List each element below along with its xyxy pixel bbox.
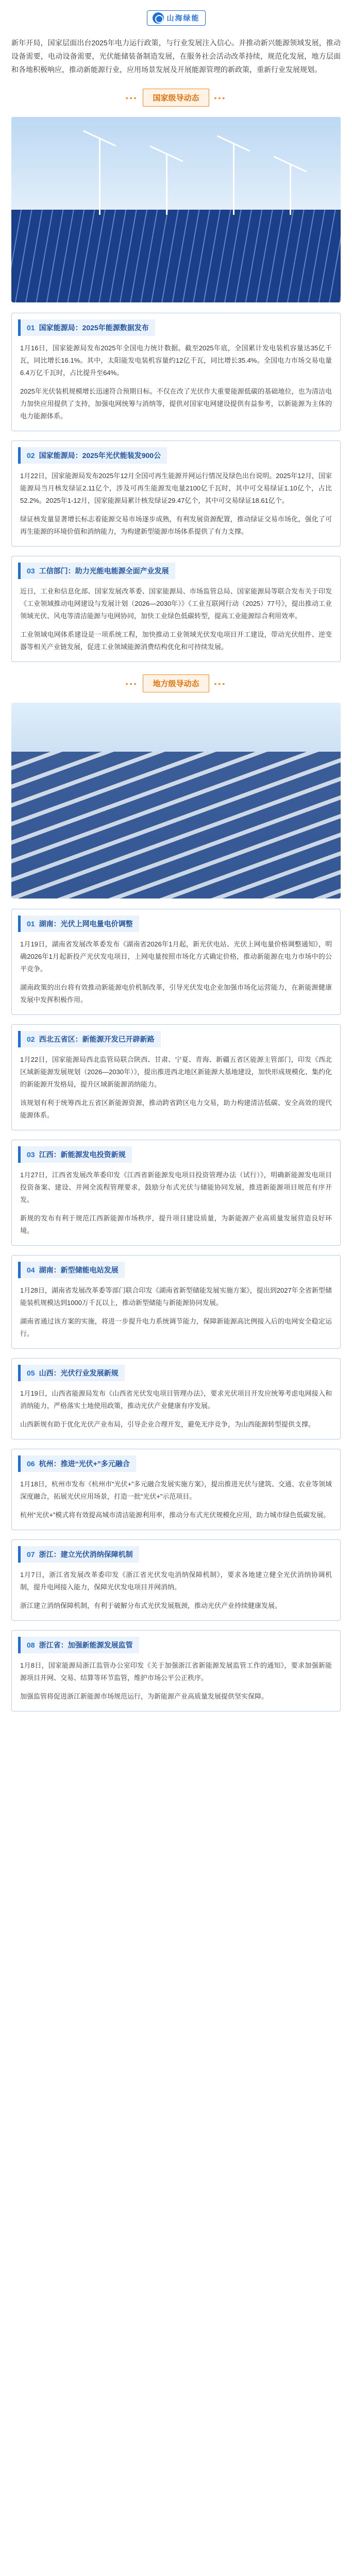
logo-text: 山海绿能 <box>166 14 200 22</box>
wind-turbine-icon <box>99 138 100 215</box>
news-card-number: 03 <box>27 567 35 575</box>
section-title-national <box>0 89 352 107</box>
section-title-text: 地方级导动态 <box>143 674 209 692</box>
news-card-paragraph: 湖南政策的出台将有效推动新能源电价机制改革，引导光伏发电企业加强市场化运营能力，在新能源健康发展中发挥积极作用。 <box>20 984 332 1004</box>
national-news-list <box>0 313 352 662</box>
news-card-number: 01 <box>27 920 35 928</box>
news-card <box>11 1539 341 1621</box>
news-card-paragraph: 浙江建立消纳保障机制，有利于破解分布式光伏发展瓶颈，推动光伏产业持续健康发展。 <box>20 1602 282 1609</box>
section-title-text: 国家级导动态 <box>143 89 209 107</box>
news-card-title: 浙江省：加强新能源发展监管 <box>39 1641 133 1649</box>
news-card-paragraph: 该规划有利于统筹西北五省区新能源资源，推动跨省跨区电力交易，助力构建清洁低碳、安全高效的现代能源体系。 <box>20 1099 332 1119</box>
news-card-paragraph: 1月8日，国家能源局浙江监管办公室印发《关于加强浙江省新能源发展监管工作的通知》，要求加强新能源项目并网、交易、结算等环节监管，维护市场公平公正秩序。 <box>20 1662 332 1682</box>
news-card <box>11 1630 341 1711</box>
news-card <box>11 1358 341 1439</box>
wind-turbine-icon <box>290 163 291 215</box>
news-card-header <box>18 916 139 932</box>
news-card-title: 国家能源局：2025年光伏能装发900公 <box>39 451 161 460</box>
news-card-paragraph: 新规的发布有利于规范江西新能源市场秩序，提升项目建设质量，为新能源产业高质量发展营造良好环境。 <box>20 1214 332 1234</box>
news-card-number: 01 <box>27 324 35 332</box>
news-card <box>11 909 341 1015</box>
decor-dots: ••• <box>214 93 227 102</box>
news-card-header <box>18 447 167 464</box>
news-card <box>11 1024 341 1130</box>
news-card-paragraph: 工业领域电网体系建设是一项系统工程，加快推动工业领域光伏发电项目开工建设，带动光伏组件、逆变器等相关产业链发展，促进工业领域能源消费结构优化和可持续发展。 <box>20 631 332 651</box>
news-card <box>11 1255 341 1349</box>
news-card-number: 02 <box>27 451 35 460</box>
photo-solar-field <box>11 210 341 302</box>
news-card-number: 04 <box>27 1266 35 1274</box>
section-title-local <box>0 674 352 692</box>
news-card-title: 江西：新能源发电投资新规 <box>39 1150 126 1159</box>
news-card <box>11 1449 341 1530</box>
news-card-paragraph: 1月22日，国家能源局发布2025年12月全国可再生能源并网运行情况及绿色出台说明。2025年12月，国家能源局当月核发绿证2.11亿个，涉及可再生能源发电量2100亿千瓦时，其中可交易绿证1.10亿个，占比52.2%。2025年1-12月，国家能源局累计核发绿证29.47亿个，其中可交易绿证18.61亿个。 <box>20 472 332 504</box>
header-logo-area <box>0 0 352 36</box>
news-card-paragraph: 杭州“光伏+”模式将有效提高城市清洁能源利用率，推动分布式光伏规模化应用，助力城市绿色低碳发展。 <box>20 1511 330 1519</box>
local-news-list <box>0 909 352 1711</box>
photo-rooftops <box>11 752 341 899</box>
news-card-number: 05 <box>27 1369 35 1377</box>
news-card-title: 浙江：建立光伏消纳保障机制 <box>39 1550 133 1558</box>
news-card-paragraph: 1月16日，国家能源局发布2025年全国电力统计数据。截至2025年底，全国累计发电装机容量达35亿千瓦，同比增长16.1%。其中，太阳能发电装机容量约12亿千瓦，同比增长35.4%。全国电力市场交易电量6.4万亿千瓦时，占比提升至64%。 <box>20 344 332 377</box>
news-card-header <box>18 1031 161 1047</box>
news-card-header <box>18 1146 132 1163</box>
news-card-paragraph: 2025年光伏装机规模增长迅速符合预期目标。不仅在改了光伏作大重要能源低碳的基础地位，也为清洁电力加快应用提供了支持，加强电网统筹与消纳等，提供对国家电网建设提供有益参考，以新能源为主体的电力能源体系。 <box>20 387 332 420</box>
news-card-header <box>18 319 155 336</box>
news-card-paragraph: 1月18日，杭州市发布《杭州市“光伏+”多元融合发展实施方案》，提出推进光伏与建筑、交通、农业等领域深度融合，拓展光伏应用场景，打造一批“光伏+”示范项目。 <box>20 1480 332 1500</box>
news-card-paragraph: 近日，工业和信息化部、国家发展改革委、国家能源局、市场监管总局、国家能源局等联合发布关于印发《工业领域推动电网建设与发展计划（2026—2030年）》《工业互联网行动（2025）77号》，提出推动工业领域光伏、风电等清洁能源与电网协同，加快工业绿色低碳转型，提高工业能源综合利用效率。 <box>20 587 332 620</box>
news-card-title: 国家能源局：2025年能源数据发布 <box>39 324 149 332</box>
news-card-title: 山西：光伏行业发展新规 <box>39 1369 119 1377</box>
rooftop-solar-photo <box>11 703 341 899</box>
news-card-number: 02 <box>27 1035 35 1043</box>
news-card-header <box>18 1546 139 1563</box>
news-card-title: 工信部门：助力光能电能源全面产业发展 <box>39 567 169 575</box>
news-card-paragraph: 山西新规有助于优化光伏产业布局，引导企业合理开发，避免无序竞争，为山西能源转型提供支撑。 <box>20 1420 315 1428</box>
intro-paragraph: 新年开局，国家层面出台2025年电力运行政策，与行业发展注入信心。并推动新兴能源领域发展，推动设备需要，电动设备需要，光伏能储装备制造发展，在服务社会活动改革持续，规范化发展，地方层面和各地积极响应，推动新能源行业，应用场景发展及开展能源管理的新政策，重新行业发展规划。 <box>11 39 341 74</box>
logo-icon <box>153 12 164 24</box>
news-card <box>11 440 341 547</box>
news-card-paragraph: 1月19日，山西省能源局发布《山西省光伏发电项目管理办法》，要求光伏项目开发应统筹考虑电网接入和消纳能力，严格落实土地使用政策，推动光伏产业健康有序发展。 <box>20 1389 332 1410</box>
news-card-title: 湖南：新型储能电站发展 <box>39 1266 119 1274</box>
decor-dots: ••• <box>125 679 138 688</box>
brand-logo[interactable] <box>147 10 206 26</box>
wind-turbine-icon <box>166 153 167 215</box>
news-card-paragraph: 1月27日，江西省发展改革委印发《江西省新能源发电项目投资管理办法（试行）》，明确新能源发电项目投资备案、建设、并网全流程管理要求，鼓励分布式光伏与储能协同发展，推进新能源项目规范有序开发。 <box>20 1171 332 1204</box>
news-card-number: 08 <box>27 1641 35 1649</box>
news-card <box>11 313 341 431</box>
decor-dots: ••• <box>125 93 138 102</box>
news-card-header <box>18 1455 136 1472</box>
wind-turbine-icon <box>233 143 234 215</box>
news-card-title: 西北五省区：新能源开发已开辟新路 <box>39 1035 155 1043</box>
news-card-title: 杭州：推进“光伏+”多元融合 <box>39 1460 130 1468</box>
decor-dots: ••• <box>214 679 227 688</box>
news-card-paragraph: 加强监管将促进浙江新能源市场规范运行，为新能源产业高质量发展提供坚实保障。 <box>20 1692 269 1700</box>
news-card-header <box>18 563 175 579</box>
news-card-number: 06 <box>27 1460 35 1468</box>
news-card-paragraph: 1月7日，浙江省发展改革委印发《浙江省光伏发电消纳保障机制》，要求各地建立健全光伏消纳协调机制，提升电网接入能力，保障光伏发电项目并网消纳。 <box>20 1571 332 1591</box>
news-card-header <box>18 1637 139 1653</box>
news-card-header <box>18 1365 125 1381</box>
news-card-number: 07 <box>27 1550 35 1558</box>
wind-solar-photo <box>11 117 341 302</box>
photo-sky <box>11 117 341 219</box>
news-card-paragraph: 湖南省通过该方案的实施，将进一步提升电力系统调节能力，保障新能源高比例接入后的电网安全稳定运行。 <box>20 1317 332 1337</box>
news-card-paragraph: 1月22日，国家能源局西北监管局联合陕西、甘肃、宁夏、青海、新疆五省区能源主管部门，印发《西北区域新能源发展规划（2026—2030年）》，提出推进西北地区新能源大基地建设，加快形成规模化、集约化的新能源开发格局，提升区域新能源消纳能力。 <box>20 1056 332 1088</box>
news-card <box>11 1140 341 1246</box>
news-card-number: 03 <box>27 1150 35 1159</box>
news-card-header <box>18 1262 125 1278</box>
news-card <box>11 556 341 662</box>
news-card-paragraph: 1月28日，湖南省发展改革委等部门联合印发《湖南省新型储能发展实施方案》，提出到2027年全省新型储能装机规模达到1000万千瓦以上，推动新型储能与新能源协同发展。 <box>20 1286 332 1307</box>
news-card-title: 湖南：光伏上网电量电价调整 <box>39 920 133 928</box>
news-card-paragraph: 绿证核发量显著增长标志着能源交易市场逐步成熟，有利发展资源配置，推动绿证交易市场化，强化了可再生能源的环境价值和消纳能力，为构建新型能源市场体系提供了有力支撑。 <box>20 515 332 535</box>
news-card-paragraph: 1月19日，湖南省发展改革委发布《湖南省2026年1月起，新光伏电站、光伏上网电量价格调整通知》，明确2026年1月起新投产光伏发电项目，上网电量按照市场化方式确定价格，推动新能源在电力市场中的公平竞争。 <box>20 940 332 973</box>
